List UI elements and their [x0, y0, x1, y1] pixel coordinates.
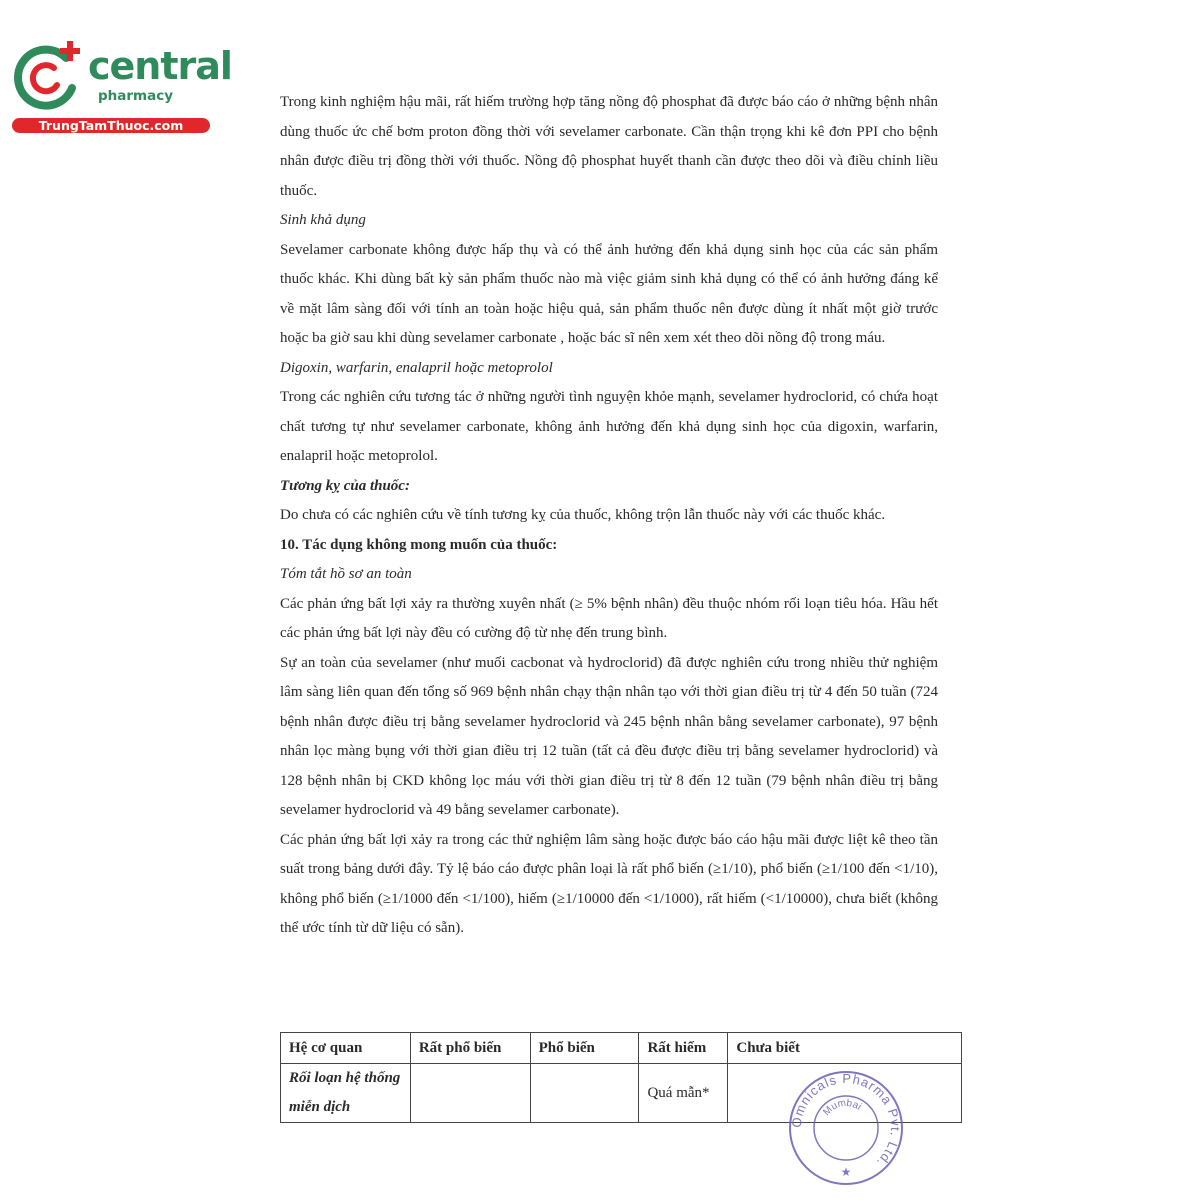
brand-name: central [88, 44, 232, 88]
cell-very-common [410, 1064, 530, 1123]
table-header-row [281, 1033, 962, 1064]
paragraph-bioavailability: Sevelamer carbonate không được hấp thụ và có thể ảnh hưởng đến khả dụng sinh học của các sản phẩm thuốc khác. Khi dùng bất kỳ sản phẩm thuốc nào mà việc giảm sinh khả dụng có thể có ảnh hưởng đáng kể về mặt lâm sàng đối với tính an toàn hoặc hiệu quả, sản phẩm thuốc nên được dùng ít nhất một giờ trước hoặc ba giờ sau khi dùng sevelamer carbonate , hoặc bác sĩ nên xem xét theo dõi nồng độ trong máu. [280, 241, 938, 346]
heading-section-10: 10. Tác dụng không mong muốn của thuốc: [280, 536, 558, 553]
paragraph-safety-studies: Sự an toàn của sevelamer (như muối cacbonat và hydroclorid) đã được nghiên cứu trong nhiều thử nghiệm lâm sàng liên quan đến tổng số 969 bệnh nhân chạy thận nhân tạo với thời gian điều trị từ 4 đến 50 tuần (724 bệnh nhân được điều trị bằng sevelamer hydroclorid và 245 bệnh nhân bằng sevelamer carbonate), 97 bệnh nhân lọc màng bụng với thời gian điều trị 12 tuần (tất cả đều được điều trị bằng sevelamer hydroclorid) và 128 bệnh nhân bị CKD không lọc máu với thời gian điều trị từ 8 đến 12 tuần (79 bệnh nhân điều trị bằng sevelamer hydroclorid và 49 bằng sevelamer carbonate). [280, 654, 938, 818]
heading-bioavailability: Sinh khả dụng [280, 212, 366, 228]
document-body [280, 88, 938, 944]
paragraph-compatibility: Do chưa có các nghiên cứu về tính tương kỵ của thuốc, không trộn lẫn thuốc này với các thuốc khác. [280, 507, 886, 523]
cell-common [530, 1064, 639, 1123]
brand-logo[interactable] [10, 38, 232, 138]
heading-digoxin: Digoxin, warfarin, enalapril hoặc metoprolol [280, 359, 553, 376]
heading-compatibility: Tương kỵ của thuốc: [280, 477, 410, 494]
header-common: Phổ biến [530, 1033, 639, 1064]
header-unknown: Chưa biết [728, 1033, 962, 1064]
central-pharmacy-logo-icon [10, 38, 90, 118]
header-very-common: Rất phổ biến [410, 1033, 530, 1064]
header-organ-system: Hệ cơ quan [281, 1033, 411, 1064]
stamp-outer-text: Omnicals Pharma Pvt. Ltd. [788, 1070, 904, 1171]
paragraph-frequency: Các phản ứng bất lợi xảy ra trong các thử nghiệm lâm sàng hoặc được báo cáo hậu mãi được liệt kê theo tần suất trong bảng dưới đây. Tỷ lệ báo cáo được phân loại là rất phổ biến (≥1/10), phổ biến (≥1/100 đến <1/10), không phổ biến (≥1/1000 đến <1/100), hiếm (≥1/10000 đến <1/1000), rất hiếm (<1/10000), chưa biết (không thể ước tính từ dữ liệu có sẵn). [280, 831, 938, 936]
paragraph-common-reactions: Các phản ứng bất lợi xảy ra thường xuyên nhất (≥ 5% bệnh nhân) đều thuộc nhóm rối loạn tiêu hóa. Hầu hết các phản ứng bất lợi này đều có cường độ từ nhẹ đến trung bình. [280, 595, 938, 641]
brand-subtitle: pharmacy [98, 88, 174, 104]
stamp-star-icon: ★ [840, 1165, 852, 1179]
stamp-inner-text: Mumbai [821, 1097, 864, 1119]
paragraph-ppi: Trong kinh nghiệm hậu mãi, rất hiếm trường hợp tăng nồng độ phosphat đã được báo cáo ở những bệnh nhân dùng thuốc ức chế bơm proton đồng thời với sevelamer carbonate. Cần thận trọng khi kê đơn PPI cho bệnh nhân được điều trị đồng thời với thuốc. Nồng độ phosphat huyết thanh cần được theo dõi và điều chỉnh liều thuốc. [280, 94, 938, 199]
cell-very-rare: Quá mẫn* [639, 1064, 728, 1123]
brand-website[interactable]: TrungTamThuoc.com [12, 118, 210, 133]
cell-organ: Rối loạn hệ thống miễn dịch [281, 1064, 411, 1123]
company-stamp [786, 1068, 906, 1188]
heading-safety-summary: Tóm tắt hồ sơ an toàn [280, 566, 412, 582]
paragraph-digoxin: Trong các nghiên cứu tương tác ở những người tình nguyện khỏe mạnh, sevelamer hydroclorid, có chứa hoạt chất tương tự như sevelamer carbonate, không ảnh hưởng đến khả dụng sinh học của digoxin, warfarin, enalapril hoặc metoprolol. [280, 389, 938, 464]
header-very-rare: Rất hiếm [639, 1033, 728, 1064]
